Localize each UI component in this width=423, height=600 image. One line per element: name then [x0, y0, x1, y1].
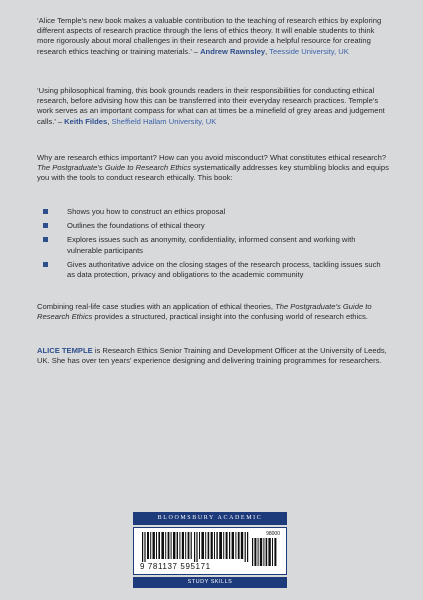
book-description — [37, 153, 389, 184]
square-bullet-icon — [43, 237, 48, 242]
list-item — [37, 207, 389, 217]
list-item-text: Gives authoritative advice on the closing stages of the research process, tackling issues such as data protection, privacy and obligations to the academic community — [67, 259, 381, 280]
list-item-text: Explores issues such as anonymity, confidentiality, informed consent and working with vulnerable participants — [67, 235, 356, 255]
quote-separator: , — [265, 46, 270, 56]
summary-rest: provides a structured, practical insight into the confusing world of research ethics. — [92, 312, 368, 322]
square-bullet-icon — [43, 223, 48, 228]
quote-author-institution: Teesside University, UK — [269, 46, 349, 56]
author-bio — [37, 346, 389, 366]
quote-dash: – — [191, 46, 201, 56]
review-quote-1 — [37, 16, 389, 57]
quote-author-name: Andrew Rawnsley — [200, 46, 266, 56]
list-item — [37, 221, 389, 231]
intro-lead: Why are research ethics important? How can you avoid misconduct? What constitutes ethical research? — [37, 153, 387, 162]
price-code: 98000 — [266, 531, 280, 537]
summary-paragraph — [37, 302, 389, 322]
quote-text: ‘Alice Temple’s new book makes a valuable contribution to the teaching of research ethics by exploring different aspects of research practice through the lens of ethics theory. It will enable students to think more rigorously about moral challenges in their research and provide a helpful resource for creating research ethics teaching or training materials.’ — [37, 16, 382, 56]
publisher-band: BLOOMSBURY ACADEMIC — [133, 512, 287, 525]
book-title-italic: The Postgraduate’s Guide to Research Ethics — [37, 302, 372, 322]
book-title-italic: The Postgraduate’s Guide to Research Ethics — [37, 163, 191, 173]
author-bio-text: is Research Ethics Senior Training and Development Officer at the University of Leeds, UK. She has over ten years’ experience designing and delivering training programmes for researchers. — [37, 346, 387, 366]
list-item — [37, 260, 389, 280]
list-item-text: Shows you how to construct an ethics proposal — [67, 207, 226, 216]
quote-text: ‘Using philosophical framing, this book grounds readers in their responsibilities for conducting ethical research, before advising how this can be transferred into their everyday research practices. Temple’s work serves as an important compass for what can at times be a minefield of grey areas and judgement calls.’ — [37, 86, 385, 126]
review-quote-2 — [37, 86, 389, 127]
quote-author-name: Keith Fildes — [64, 116, 108, 126]
summary-lead: Combining real-life case studies with an application of ethical theories, — [37, 302, 276, 311]
barcode — [133, 527, 287, 575]
isbn-number: 9 781137 595171 — [140, 562, 211, 571]
list-item — [37, 235, 389, 255]
barcode-bars-icon — [142, 532, 250, 562]
quote-separator: , — [107, 116, 112, 126]
quote-author-institution: Sheffield Hallam University, UK — [111, 116, 217, 126]
intro-rest: systematically addresses key stumbling blocks and equips you with the tools to conduct research ethically. This book: — [37, 163, 389, 183]
price-barcode-icon — [252, 538, 278, 566]
author-name: ALICE TEMPLE — [37, 346, 93, 355]
list-item-text: Outlines the foundations of ethical theory — [67, 221, 205, 231]
quote-dash: – — [55, 116, 65, 126]
feature-list — [37, 207, 389, 284]
category-band: STUDY SKILLS — [133, 577, 287, 588]
square-bullet-icon — [43, 209, 48, 214]
square-bullet-icon — [43, 262, 48, 267]
